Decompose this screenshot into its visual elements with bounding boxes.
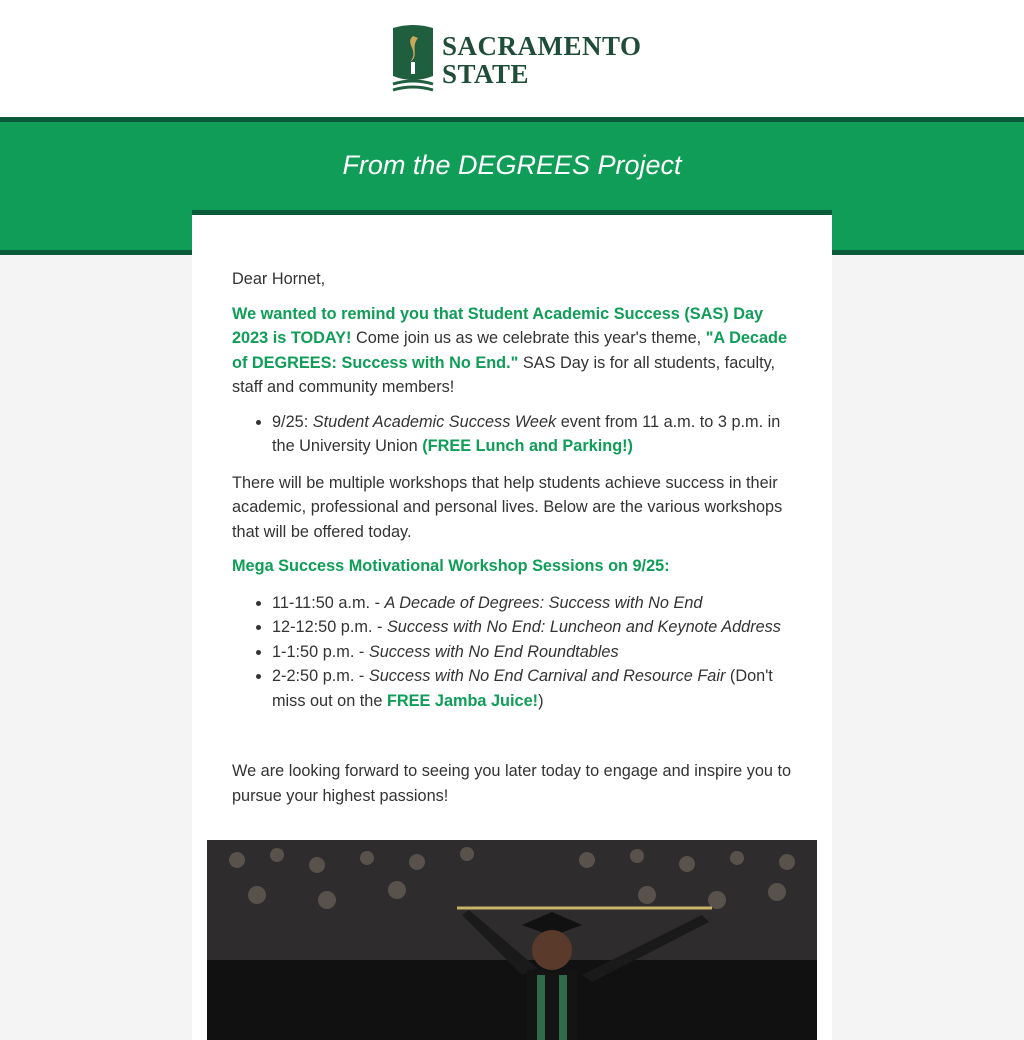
session-time: 11-11:50 a.m. - xyxy=(272,593,385,612)
session-title: Success with No End Carnival and Resource Fair xyxy=(368,667,726,685)
event-list xyxy=(232,410,797,459)
session-item xyxy=(272,591,797,616)
event-date: 9/25: xyxy=(272,412,313,431)
session-item xyxy=(272,615,797,640)
event-item xyxy=(272,410,797,459)
email-content xyxy=(232,267,797,818)
workshops-intro: There will be multiple workshops that help students achieve success in their academic, professional and personal lives. Below are the various workshops that will be offered today. xyxy=(232,473,783,541)
session-time: 2-2:50 p.m. - xyxy=(272,667,369,685)
event-details: event from 11 a.m. to 3 p.m. in the University Union xyxy=(272,412,781,455)
event-name: Student Academic Success Week xyxy=(312,412,557,431)
graduation-photo-illustration xyxy=(207,840,817,1040)
logo-line-2: STATE xyxy=(442,59,530,89)
intro-theme: "A Decade of DEGREES: Success with No End." xyxy=(232,329,788,372)
event-perk: (FREE Lunch and Parking!) xyxy=(422,437,633,455)
session-item xyxy=(272,640,797,665)
session-note: (Don't miss out on the xyxy=(272,667,773,710)
torch-shield-icon xyxy=(390,24,436,94)
session-title: Success with No End: Luncheon and Keynote Address xyxy=(386,618,781,636)
logo-line-1: SACRAMENTO xyxy=(442,31,642,61)
email-body-card xyxy=(192,210,832,1040)
graduation-photo xyxy=(207,840,817,1040)
sessions-heading: Mega Success Motivational Workshop Sessions on 9/25: xyxy=(232,557,670,575)
intro-paragraph xyxy=(232,302,797,400)
session-time: 1-1:50 p.m. - xyxy=(272,642,369,661)
intro-bold: We wanted to remind you that Student Academic Success (SAS) Day 2023 is TODAY! xyxy=(232,304,764,347)
session-item xyxy=(272,664,797,713)
session-note-end: ) xyxy=(538,691,544,710)
intro-end: SAS Day is for all students, faculty, staff and community members! xyxy=(232,353,776,396)
sacramento-state-logo[interactable] xyxy=(390,24,640,94)
logo-wordmark xyxy=(442,32,642,88)
session-time: 12-12:50 p.m. - xyxy=(272,618,387,636)
closing-paragraph: We are looking forward to seeing you later today to engage and inspire you to pursue your highest passions! xyxy=(232,762,792,805)
page-title: From the DEGREES Project xyxy=(342,150,682,180)
intro-mid: Come join us as we celebrate this year's theme, xyxy=(351,329,706,347)
session-title: A Decade of Degrees: Success with No End xyxy=(384,593,703,612)
jamba-juice-highlight: FREE Jamba Juice! xyxy=(386,691,539,710)
sessions-list xyxy=(232,591,797,714)
header-logo-area xyxy=(0,0,1024,117)
session-title: Success with No End Roundtables xyxy=(368,642,619,661)
greeting: Dear Hornet, xyxy=(232,270,326,288)
